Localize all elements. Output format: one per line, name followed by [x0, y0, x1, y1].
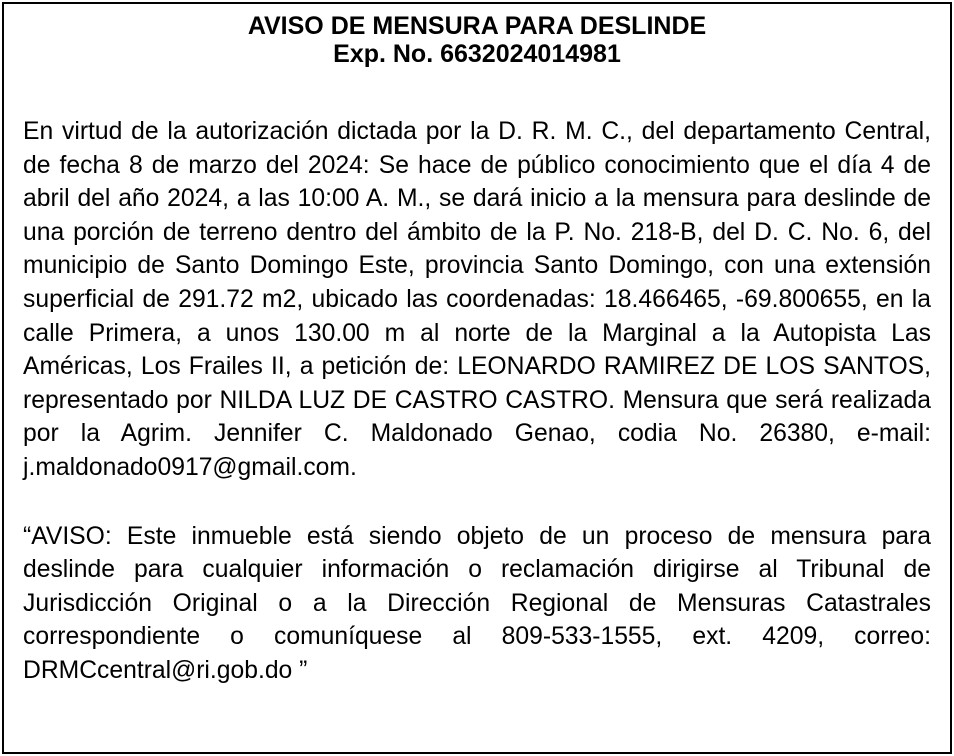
notice-header — [23, 12, 931, 68]
file-number: Exp. No. 6632024014981 — [333, 40, 621, 68]
legal-notice — [2, 2, 952, 754]
notice-title: AVISO DE MENSURA PARA DESLINDE — [247, 12, 707, 40]
notice-body: En virtud de la autorización dictada por la D. R. M. C., del departamento Central, de fecha 8 de marzo del 2024: Se hace de público conocimiento que el día 4 de abril del año 2024, a las 10:00 A. M., se dará inicio a la mensura para deslinde de una porción de terreno dentro del ámbito de la P. No. 218-B, del D. C. No. 6, del municipio de Santo Domingo Este, provincia Santo Domingo, con una extensión superficial de 291.72 m2, ubicado las coordenadas: 18.466465, -69.800655, en la calle Primera, a unos 130.00 m al norte de la Marginal a la Autopista Las Américas, Los Frailes II, a petición de: LEONARDO RAMIREZ DE LOS SANTOS, representado por NILDA LUZ DE CASTRO CASTRO. Mensura que será realizada por la Agrim. Jennifer C. Maldonado Genao, codia No. 26380, e-mail: j.maldonado0917@gmail.com. — [23, 118, 931, 481]
notice-warning: “AVISO: Este inmueble está siendo objeto de un proceso de mensura para deslinde para cualquier información o reclamación dirigirse al Tribunal de Jurisdicción Original o a la Dirección Regional de Mensuras Catastrales correspondiente o comuníquese al 809-533-1555, ext. 4209, correo: DRMCcentral@ri.gob.do ” — [23, 522, 931, 684]
